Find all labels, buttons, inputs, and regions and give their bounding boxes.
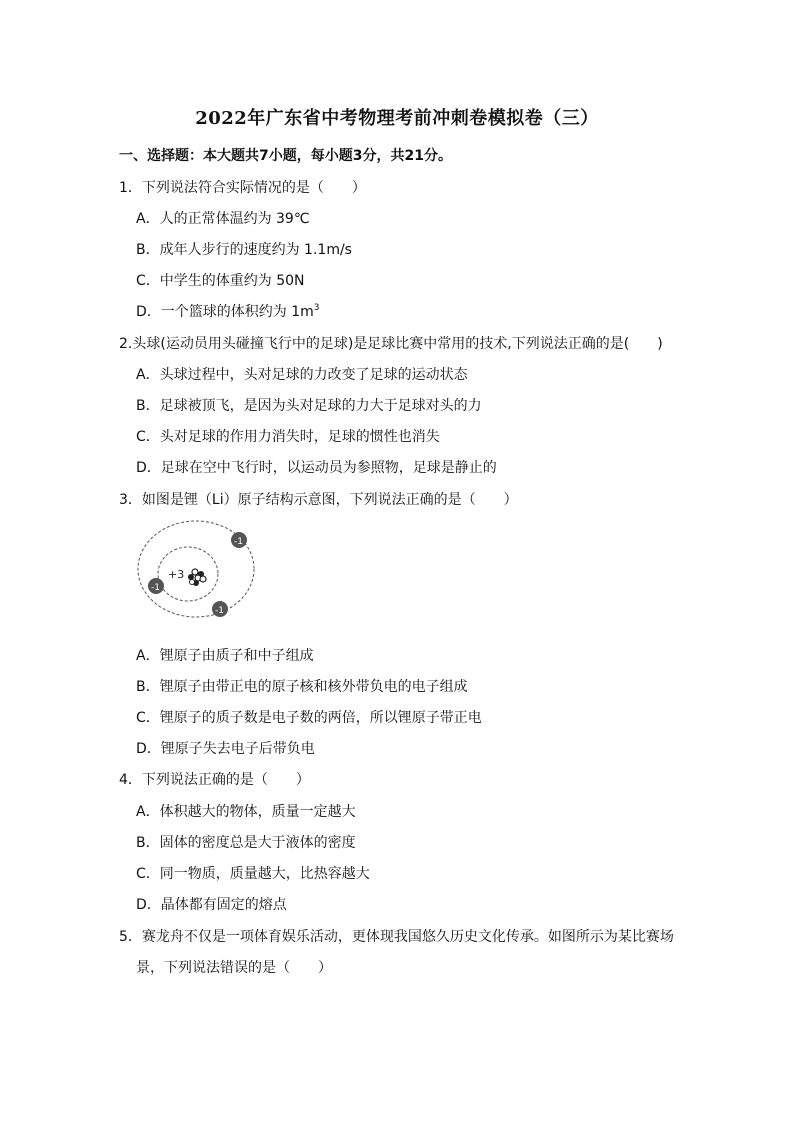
question-1-option-d-exponent: 3 — [313, 303, 320, 313]
nucleus-charge-label: +3 — [168, 568, 185, 581]
question-3-option-c: C．锂原子的质子数是电子数的两倍，所以锂原子带正电 — [136, 710, 482, 726]
question-2-option-a: A．头球过程中，头对足球的力改变了足球的运动状态 — [136, 367, 468, 383]
electron-left — [148, 578, 164, 594]
question-3-option-b: B．锂原子由带正电的原子核和核外带负电的电子组成 — [136, 679, 468, 695]
question-3-option-a: A．锂原子由质子和中子组成 — [136, 648, 314, 664]
question-1-option-b: B．成年人步行的速度约为 1.1m/s — [136, 242, 352, 258]
inner-orbit — [158, 547, 218, 601]
lithium-atom-diagram — [136, 516, 260, 622]
question-1-option-d — [136, 301, 320, 321]
electron-bottom — [212, 601, 228, 617]
question-1-option-c: C．中学生的体重约为 50N — [136, 273, 305, 289]
question-1-option-a: A．人的正常体温约为 39℃ — [136, 211, 310, 227]
electron-charge-label: -1 — [234, 537, 243, 547]
electron-charge-label: -1 — [215, 606, 224, 616]
electron-charge-label: -1 — [151, 583, 160, 593]
question-4-option-a: A．体积越大的物体，质量一定越大 — [136, 804, 356, 820]
question-5-stem: 5．赛龙舟不仅是一项体育娱乐活动，更体现我国悠久历史文化传承。如图所示为某比赛场 — [119, 929, 674, 945]
nucleus — [188, 569, 206, 586]
question-3-option-d: D．锂原子失去电子后带负电 — [136, 741, 315, 757]
question-2-option-d: D．足球在空中飞行时，以运动员为参照物，足球是静止的 — [136, 460, 497, 476]
question-4-option-d: D．晶体都有固定的熔点 — [136, 897, 287, 913]
question-4-option-c: C．同一物质，质量越大，比热容越大 — [136, 866, 370, 882]
electron-top-right — [231, 532, 247, 548]
question-4-stem: 4．下列说法正确的是（ ） — [119, 772, 310, 788]
question-4-option-b: B．固体的密度总是大于液体的密度 — [136, 835, 356, 851]
section-heading: 一、选择题：本大题共7小题，每小题3分，共21分。 — [119, 148, 452, 164]
question-1-stem: 1．下列说法符合实际情况的是（ ） — [119, 180, 366, 196]
question-2-stem: 2.头球(运动员用头碰撞飞行中的足球)是足球比赛中常用的技术,下列说法正确的是( ) — [119, 336, 663, 352]
question-1-option-d-text: D．一个篮球的体积约为 1m — [136, 304, 314, 320]
question-2-option-c: C．头对足球的作用力消失时，足球的惯性也消失 — [136, 429, 440, 445]
page-title: 2022年广东省中考物理考前冲刺卷模拟卷（三） — [195, 108, 599, 129]
question-2-option-b: B．足球被顶飞，是因为头对足球的力大于足球对头的力 — [136, 398, 482, 414]
question-3-stem: 3．如图是锂（Li）原子结构示意图，下列说法正确的是（ ） — [119, 492, 518, 508]
question-5-stem-continued: 景，下列说法错误的是（ ） — [136, 960, 332, 976]
